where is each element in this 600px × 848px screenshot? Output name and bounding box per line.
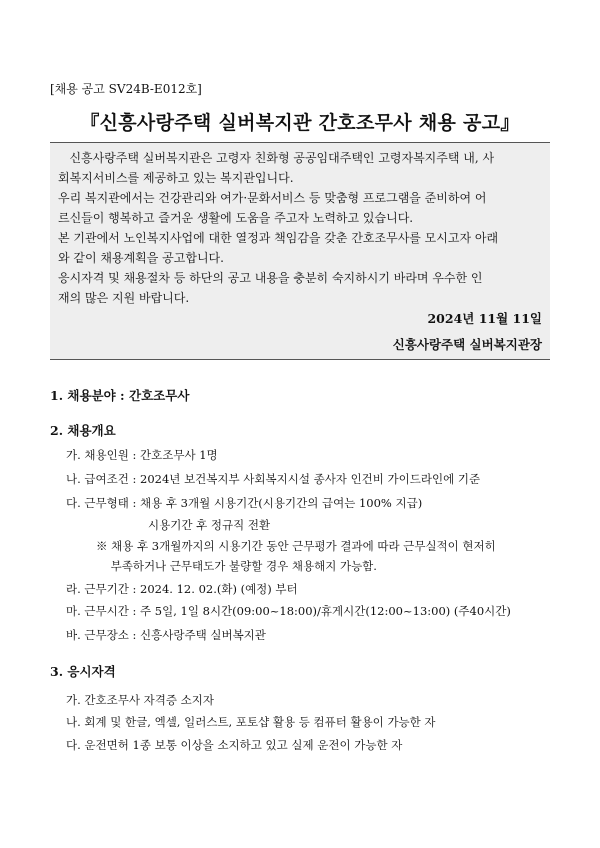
section-heading-overview: 2. 채용개요 xyxy=(50,423,116,438)
intro-line: 와 같이 채용계획을 공고합니다. xyxy=(58,251,224,265)
overview-note xyxy=(96,536,566,576)
overview-item: 가. 채용인원 : 간호조무사 1명 xyxy=(66,448,218,462)
intro-line: 우리 복지관에서는 건강관리와 여가·문화서비스 등 맞춤형 프로그램을 준비하여 어 xyxy=(58,191,487,205)
intro-line: 신흥사랑주택 실버복지관은 고령자 친화형 공공임대주택인 고령자복지주택 내, 사 xyxy=(58,151,495,165)
qualification-item: 다. 운전면허 1종 보통 이상을 소지하고 있고 실제 운전이 가능한 자 xyxy=(66,738,403,752)
intro-paragraph xyxy=(58,148,542,308)
overview-item: 다. 근무형태 : 채용 후 3개월 시용기간(시용기간의 급여는 100% 지급) xyxy=(66,496,423,510)
overview-item: 나. 급여조건 : 2024년 보건복지부 사회복지시설 종사자 인건비 가이드라인에 기준 xyxy=(66,472,481,486)
intro-line: 재의 많은 지원 바랍니다. xyxy=(58,291,190,305)
section-heading-field: 1. 채용분야 : 간호조무사 xyxy=(50,388,190,403)
announcement-signer: 신흥사랑주택 실버복지관장 xyxy=(392,337,542,352)
announcement-date: 2024년 11월 11일 xyxy=(427,311,542,326)
note-line: ※ 채용 후 3개월까지의 시용기간 동안 근무평가 결과에 따라 근무실적이 현저히 xyxy=(96,539,496,553)
overview-item: 바. 근무장소 : 신흥사랑주택 실버복지관 xyxy=(66,628,266,642)
intro-box xyxy=(50,142,550,360)
section-heading-qualifications: 3. 응시자격 xyxy=(50,664,116,679)
document-code: [채용 공고 SV24B-E012호] xyxy=(50,82,202,96)
overview-item: 라. 근무기간 : 2024. 12. 02.(화) (예정) 부터 xyxy=(66,582,298,596)
page-title: 『신흥사랑주택 실버복지관 간호조무사 채용 공고』 xyxy=(80,112,520,134)
note-line: 부족하거나 근무태도가 불량할 경우 채용해지 가능함. xyxy=(96,559,377,573)
intro-line: 르신들이 행복하고 즐거운 생활에 도움을 주고자 노력하고 있습니다. xyxy=(58,211,414,225)
intro-line: 응시자격 및 채용절차 등 하단의 공고 내용을 충분히 숙지하시기 바라며 우수한 인 xyxy=(58,271,483,285)
qualification-item: 가. 간호조무사 자격증 소지자 xyxy=(66,693,214,707)
overview-item: 마. 근무시간 : 주 5일, 1일 8시간(09:00~18:00)/휴게시간(12:00~13:00) (주40시간) xyxy=(66,604,511,618)
overview-item-continuation: 시용기간 후 정규직 전환 xyxy=(148,518,271,532)
intro-line: 본 기관에서 노인복지사업에 대한 열정과 책임감을 갖춘 간호조무사를 모시고자 아래 xyxy=(58,231,499,245)
intro-line: 회복지서비스를 제공하고 있는 복지관입니다. xyxy=(58,171,294,185)
qualification-item: 나. 회계 및 한글, 엑셀, 일러스트, 포토샵 활용 등 컴퓨터 활용이 가능한 자 xyxy=(66,715,436,729)
